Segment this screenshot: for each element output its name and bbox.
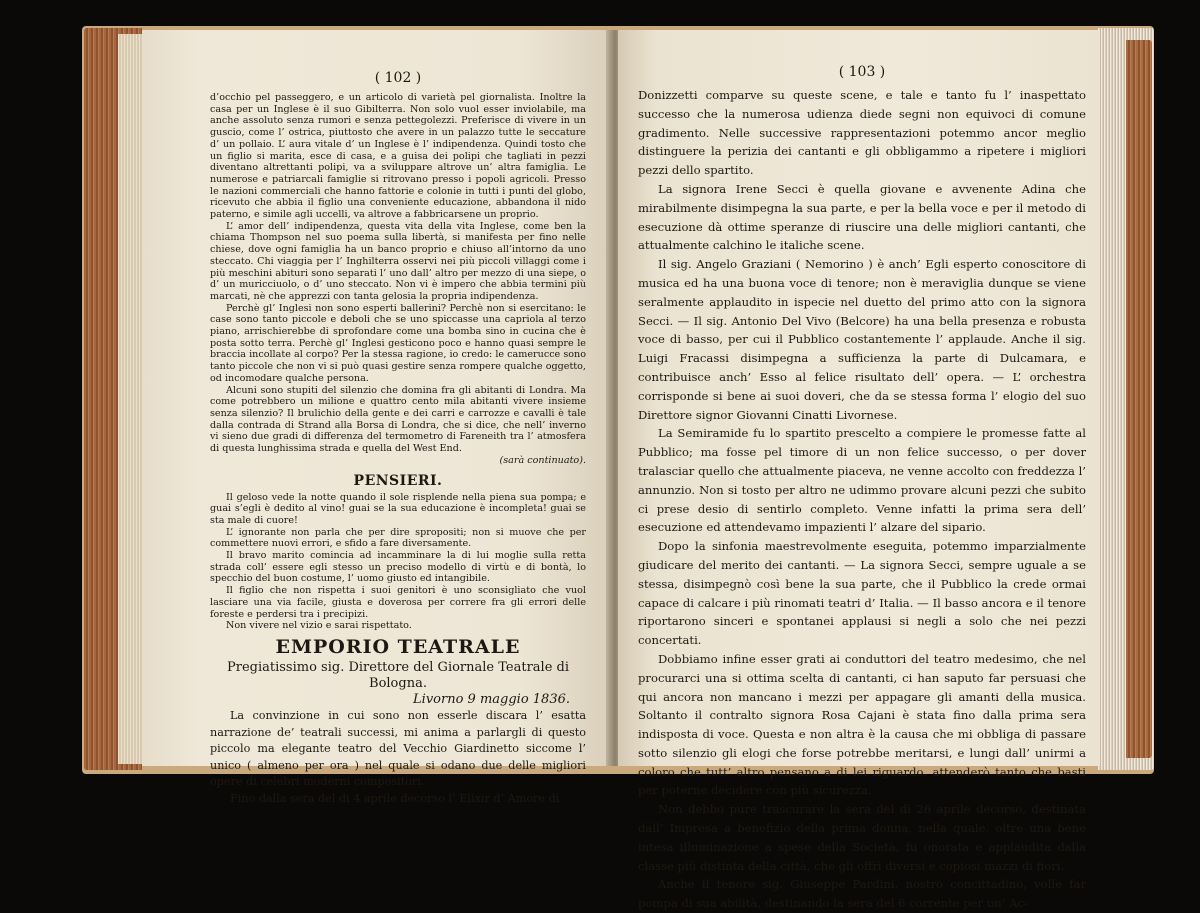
right-paragraph-6: Dobbiamo infine esser grati ai conduttori del teatro medesimo, che nel procurarci una si ottima scelta di cantanti, ci han saputo far persuasi che qui ancora non mancano i mezzi per appagare gli amanti della musica. Soltanto il contralto signora Rosa Cajani è stata fino dalla prima sera indisposta di voce. Questa e non altra è la causa che mi obbliga di passare sotto silenzio gli elogi che forse potrebbe meritarsi, e lungi dall’ unirmi a coloro che tutt’ altro pensano a di lei riguardo, attenderò tanto che basti per poterne decidere con più sicurezza. <box>638 651 1086 798</box>
pensieri-item: Il geloso vede la notte quando il sole risplende nella piena sua pompa; e guai s’egli è dedito al vino! guai se la sua educazione è incompleta! guai se sta male di cuore! <box>210 491 586 526</box>
left-intro-paragraph: d’occhio pel passeggero, e un articolo di varietà pel giornalista. Inoltre la casa per un Inglese è il suo Gibilterra. Non solo vuol esser inviolabile, ma anche assoluto senza rumori e senza pettegolezzi. Preferisce di vivere in un guscio, come l’ ostrica, piuttosto che avere in un palazzo tutte le seccature d’ un pollaio. L’ aura vitale d’ un Inglese è l’ indipendenza. Quindi tosto che un figlio si marita, esce di casa, e a guisa dei polipi che tagliati in pezzi diventano altrettanti polipi, va a sviluppare altrove un’ altra famiglia. Le numerose e patriarcali famiglie si ritrovano presso i popoli agricoli. Presso le nazioni commerciali che hanno fattorie e colonie in tutti i punti del globo, ricevuto che abbia il figlio una conveniente educazione, abbandona il nido paterno, e simile agli uccelli, va altrove a fabbricarsene un proprio. <box>210 92 586 221</box>
pensieri-item: Il bravo marito comincia ad incamminare la di lui moglie sulla retta strada coll’ essere egli stesso un preciso modello di virtù e di bontà, lo specchio del buon costume, l’ uomo giusto ed intangibile. <box>210 550 586 585</box>
left-paragraph-2: L’ amor dell’ indipendenza, questa vita della vita Inglese, come ben la chiama Thompson nel suo poema sulla libertà, si manifesta per fino nelle chiese, dove ogni famiglia ha un banco proprio e chiuso all’intorno da uno steccato. Chi viaggia per l’ Inghilterra osservi nei più piccoli villaggi come i più meschini abituri sono separati l’ uno dall’ altro per mezzo di una siepe, o d’ un muricciuolo, o d’ uno steccato. Non vi è impero che abbia termini più marcati, nè che apprezzi con tanta gelosia la propria indipendenza. <box>210 220 586 302</box>
pensieri-section <box>210 492 586 632</box>
left-page <box>142 30 612 805</box>
left-article-body <box>210 92 586 467</box>
right-paragraph-2: La signora Irene Secci è quella giovane e avvenente Adina che mirabilmente disimpegna la sua parte, e per la bella voce e per il metodo di esecuzione dà ottime speranze di riuscire una delle migliori cantanti, che attualmente calchino le italiche scene. <box>638 181 1086 253</box>
right-paragraph-7: Non debbo pure trascurare la sera del dì 26 aprile decorso, destinata dall’ Impresa a benefizio della prima donna, nella quale, oltre una bene intesa illuminazione a spese della Società, fu onorata e applaudita dalla classe più distinta della città, che gli offrì diversi e copiosi mazzi di fiori. <box>638 802 1086 873</box>
pensieri-item: Il figlio che non rispetta i suoi genitori è uno sconsigliato che vuol lasciare una via facile, giusta e doverosa per correre fra gli errori delle foreste e perdersi tra i precipizi. <box>210 585 586 620</box>
right-paragraph-4: La Semiramide fu lo spartito prescelto a compiere le promesse fatte al Pubblico; ma fosse pel timore di un non felice successo, o per dover tralasciar quello che attualmente piaceva, ne venne accolto con freddezza l’ annunzio. Non si tosto per altro ne udimmo provare alcuni pezzi che subito ci prese desio di sentirlo completo. Venne infatti la prima sera dell’ esecuzione ed attendevamo impazienti l’ alzare del sipario. <box>638 426 1086 535</box>
right-paragraph-3: Il sig. Angelo Graziani ( Nemorino ) è anch’ Egli esperto conoscitore di musica ed ha una buona voce di tenore; non è meraviglia dunque se viene seralmente applaudito in ispecie nel duetto del primo atto con la signora Secci. — Il sig. Antonio Del Vivo (Belcore) ha una bella presenza e robusta voce di basso, per cui il Pubblico costantemente l’ applaude. Anche il sig. Luigi Fracassi disimpegna a sufficienza la parte di Dulcamara, e contribuisce anch’ Esso al felice risultato dell’ opera. — L’ orchestra corrisponde si bene ai suoi doveri, che da se stessa forma l’ elogio del suo Direttore signor Giovanni Cinatti Livornese. <box>638 257 1086 422</box>
emporio-paragraph-1: La convinzione in cui sono non esserle discara l’ esatta narrazione de’ teatrali successi, mi anima a parlargli di questo piccolo ma elegante teatro del Vecchio Giardinetto siccome l’ unico ( almeno per ora ) nel quale si odano due delle migliori opere di celebri moderni compositori. <box>210 708 586 789</box>
emporio-heading: EMPORIO TEATRALE <box>275 635 521 658</box>
right-paragraph-1: Donizzetti comparve su queste scene, e tale e tanto fu l’ inaspettato successo che la numerosa udienza diede segni non equivoci di comune gradimento. Nelle successive rappresentazioni potemmo ancor meglio distinguere la perizia dei cantanti e gli obbligammo a ripetere i migliori pezzi dello spartito. <box>638 88 1086 178</box>
left-paragraph-4: Alcuni sono stupiti del silenzio che domina fra gli abitanti di Londra. Ma come potrebbero un milione e quattro cento mila abitanti vivere insieme senza silenzio? Il brulichio della gente e dei carri e carrozze e cavalli è tale dalla contrada di Strand alla Borsa di Londra, che si dice, che nell’ inverno vi sieno due gradi di differenza del termometro di Fareneith tra l’ atmosfera di questa lunghissima strada e quella del West End. <box>210 384 586 455</box>
right-paragraph-8: Anche il tenore sig. Giuseppe Pardini, nostro concittadino, volle far pompa di sua abilità, destinando la sera del 6 corrente per un’ Ac- <box>638 877 1086 911</box>
right-page <box>618 30 1100 911</box>
emporio-body <box>210 708 586 808</box>
pensieri-item: Non vivere nel vizio e sarai rispettato. <box>226 620 412 632</box>
page-number-left: ( 102 ) <box>374 70 422 86</box>
letter-salutation: Pregiatissimo sig. Direttore del Giornale Teatrale di Bologna. <box>226 659 570 691</box>
emporio-paragraph-2: Fino dalla sera del di 4 aprile decorso l’ Elixir d’ Amore di <box>230 791 560 805</box>
pensieri-heading: PENSIERI. <box>353 472 443 489</box>
right-edge-binding <box>1126 40 1152 758</box>
page-number-right: ( 103 ) <box>838 64 886 80</box>
pensieri-item: L’ ignorante non parla che per dire spropositi; non si muove che per commettere nuovi errori, e sfido a fare diversamente. <box>210 526 586 550</box>
left-page-stack <box>118 34 144 764</box>
right-paragraph-5: Dopo la sinfonia maestrevolmente eseguita, potemmo imparzialmente giudicare del merito dei cantanti. — La signora Secci, sempre uguale a se stessa, disimpegnò così bene la sua parte, che il Pubblico la crede ormai capace di calcare i più rinomati teatri d’ Italia. — Il basso ancora e il tenore riportarono sinceri e spontanei applausi si negli a solo che nei pezzi concertati. <box>638 539 1086 648</box>
continued-note: (sarà continuato). <box>499 454 586 466</box>
letter-dateline: Livorno 9 maggio 1836. <box>413 691 570 707</box>
left-paragraph-3: Perchè gl’ Inglesi non sono esperti ballerini? Perchè non si esercitano: le case sono tanto piccole e deboli che se uno spiccasse una capriola al terzo piano, arrischierebbe di sprofondare come una bomba sino in cucina che è posta sotto terra. Perchè gl’ Inglesi gesticono poco e hanno quasi sempre le braccia incollate al corpo? Per la stessa ragione, io credo: le camerucce sono tanto piccole che non vi si può quasi gestire senza rompere qualche oggetto, od incomodare qualche persona. <box>210 302 586 384</box>
right-article-body <box>638 86 1086 913</box>
